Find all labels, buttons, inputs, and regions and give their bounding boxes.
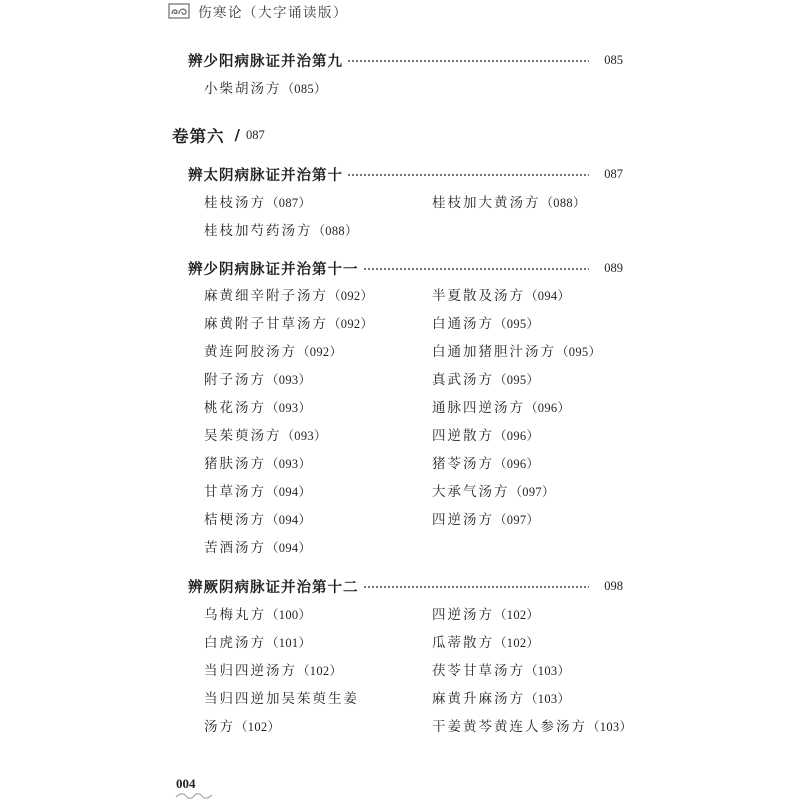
entry-page: （103） (525, 692, 571, 706)
toc-entry[interactable] (432, 285, 570, 307)
entry-name: 四逆汤方 (432, 512, 494, 528)
entry-name: 汤方 (204, 719, 235, 735)
toc-entry[interactable] (432, 341, 601, 363)
entry-page: （092） (328, 317, 374, 331)
entry-name: 桂枝加芍药汤方 (204, 223, 313, 239)
entry-name: 桃花汤方 (204, 400, 266, 416)
entry-page: （087） (266, 196, 312, 210)
toc-entry[interactable] (204, 369, 311, 391)
entry-page: （094） (266, 513, 312, 527)
page-number: 004 (176, 776, 196, 791)
entry-name: 小柴胡汤方 (204, 81, 282, 97)
section-page: 087 (604, 166, 623, 181)
toc-entry[interactable] (432, 425, 539, 447)
toc-entry[interactable] (204, 660, 342, 682)
toc-entry[interactable] (204, 78, 327, 100)
entry-name: 真武汤方 (432, 372, 494, 388)
section-heading-9[interactable] (188, 48, 623, 72)
toc-entry[interactable] (432, 688, 570, 710)
entry-name: 白虎汤方 (204, 635, 266, 651)
toc-entry[interactable] (432, 369, 539, 391)
ornament-icon (174, 792, 214, 800)
entry-name: 附子汤方 (204, 372, 266, 388)
toc-entry[interactable] (204, 688, 359, 710)
entry-name: 黄连阿胶汤方 (204, 344, 297, 360)
section-title: 辨少阳病脉证并治第九 (188, 52, 343, 70)
toc-entry[interactable] (204, 509, 311, 531)
dot-leader (347, 174, 589, 176)
entry-page: （093） (266, 373, 312, 387)
entry-name: 半夏散及汤方 (432, 288, 525, 304)
toc-entry[interactable] (432, 453, 539, 475)
volume-page: 087 (245, 127, 265, 142)
toc-entry[interactable] (204, 537, 311, 559)
toc-entry[interactable] (432, 604, 539, 626)
toc-entry[interactable] (204, 425, 327, 447)
entry-page: （093） (266, 457, 312, 471)
volume-slash: / (234, 126, 240, 144)
entry-name: 当归四逆汤方 (204, 663, 297, 679)
dot-leader (363, 268, 590, 270)
entry-page: （100） (266, 608, 312, 622)
entry-name: 四逆散方 (432, 428, 494, 444)
toc-entry[interactable] (432, 660, 570, 682)
entry-page: （094） (266, 485, 312, 499)
entry-page: （085） (281, 82, 327, 96)
entry-name: 苦酒汤方 (204, 540, 266, 556)
toc-entry[interactable] (204, 604, 311, 626)
entry-name: 乌梅丸方 (204, 607, 266, 623)
entry-name: 当归四逆加吴茱萸生姜 (204, 691, 359, 707)
toc-entry[interactable] (432, 716, 632, 738)
entry-name: 麻黄附子甘草汤方 (204, 316, 328, 332)
volume-title: 卷第六 (172, 127, 225, 146)
toc-entry[interactable] (432, 509, 539, 531)
entry-name: 桂枝加大黄汤方 (432, 195, 541, 211)
entry-name: 通脉四逆汤方 (432, 400, 525, 416)
entry-name: 瓜蒂散方 (432, 635, 494, 651)
toc-entry[interactable] (432, 313, 539, 335)
toc-entry[interactable] (432, 481, 555, 503)
entry-page: （102） (494, 636, 540, 650)
entry-name: 桂枝汤方 (204, 195, 266, 211)
entry-page: （093） (281, 429, 327, 443)
entry-name: 大承气汤方 (432, 484, 510, 500)
entry-page: （102） (494, 608, 540, 622)
toc-entry[interactable] (204, 285, 373, 307)
toc-entry[interactable] (432, 397, 570, 419)
entry-name: 麻黄细辛附子汤方 (204, 288, 328, 304)
entry-page: （088） (540, 196, 586, 210)
entry-page: （102） (235, 720, 281, 734)
entry-page: （096） (525, 401, 571, 415)
section-page: 098 (604, 578, 623, 593)
entry-page: （096） (494, 457, 540, 471)
book-title: 伤寒论（大字诵读版） (198, 5, 348, 21)
entry-page: （092） (297, 345, 343, 359)
entry-name: 吴茱萸汤方 (204, 428, 282, 444)
section-title: 辨太阴病脉证并治第十 (188, 166, 343, 184)
section-title: 辨少阴病脉证并治第十一 (188, 260, 359, 278)
entry-name: 猪肤汤方 (204, 456, 266, 472)
volume-heading[interactable] (172, 122, 265, 148)
section-heading-12[interactable] (188, 574, 623, 598)
entry-name: 干姜黄芩黄连人参汤方 (432, 719, 587, 735)
toc-entry[interactable] (204, 481, 311, 503)
toc-entry[interactable] (204, 453, 311, 475)
section-page: 085 (604, 52, 623, 67)
entry-page: （102） (297, 664, 343, 678)
entry-page: （088） (312, 224, 358, 238)
entry-name: 白通汤方 (432, 316, 494, 332)
entry-name: 甘草汤方 (204, 484, 266, 500)
entry-page: （097） (494, 513, 540, 527)
section-heading-10[interactable] (188, 162, 623, 186)
entry-page: （094） (266, 541, 312, 555)
toc-entry[interactable] (204, 716, 280, 738)
entry-page: （095） (556, 345, 602, 359)
entry-page: （095） (494, 317, 540, 331)
toc-entry[interactable] (204, 220, 358, 242)
entry-page: （096） (494, 429, 540, 443)
entry-page: （095） (494, 373, 540, 387)
entry-name: 猪苓汤方 (432, 456, 494, 472)
section-title: 辨厥阴病脉证并治第十二 (188, 578, 359, 596)
toc-entry[interactable] (204, 192, 311, 214)
entry-name: 茯苓甘草汤方 (432, 663, 525, 679)
entry-page: （101） (266, 636, 312, 650)
entry-page: （097） (509, 485, 555, 499)
dot-leader (347, 60, 589, 62)
toc-entry[interactable] (204, 341, 342, 363)
entry-page: （103） (587, 720, 633, 734)
entry-name: 桔梗汤方 (204, 512, 266, 528)
entry-name: 白通加猪胆汁汤方 (432, 344, 556, 360)
dot-leader (363, 586, 590, 588)
toc-entry[interactable] (204, 397, 311, 419)
toc-entry[interactable] (204, 313, 373, 335)
toc-entry[interactable] (204, 632, 311, 654)
entry-name: 麻黄升麻汤方 (432, 691, 525, 707)
entry-page: （092） (328, 289, 374, 303)
entry-name: 四逆汤方 (432, 607, 494, 623)
entry-page: （094） (525, 289, 571, 303)
toc-entry[interactable] (432, 632, 539, 654)
section-page: 089 (604, 260, 623, 275)
toc-entry[interactable] (432, 192, 586, 214)
section-heading-11[interactable] (188, 256, 623, 280)
entry-page: （103） (525, 664, 571, 678)
entry-page: （093） (266, 401, 312, 415)
